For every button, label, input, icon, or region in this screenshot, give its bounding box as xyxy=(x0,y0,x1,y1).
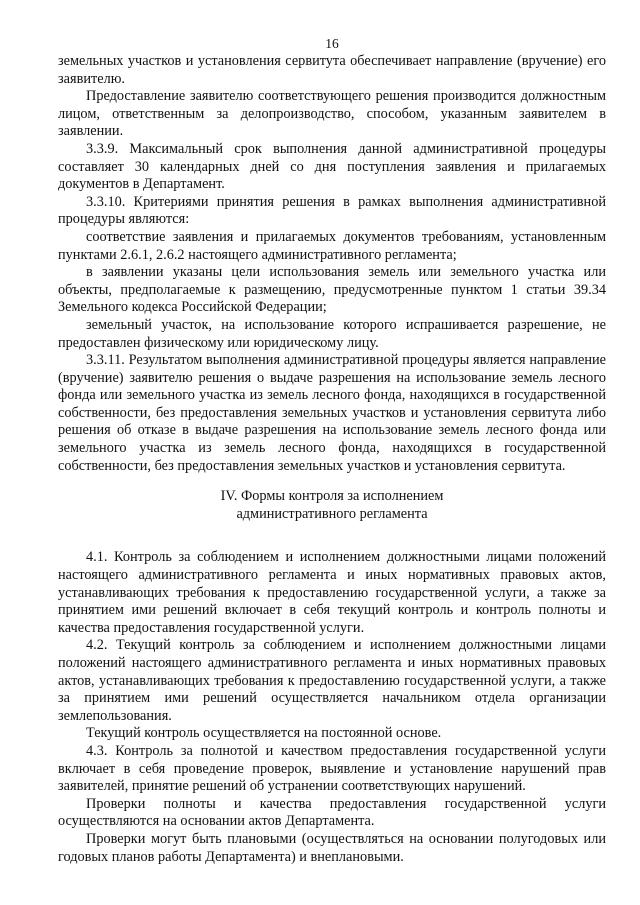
paragraph: Предоставление заявителю соответствующего решения производится должностным лицом, ответственным за делопроизводство, способом, указанным заявителем в заявлении. xyxy=(58,88,606,140)
section-heading-line: IV. Формы контроля за исполнением xyxy=(220,488,444,505)
section-heading-line: административного регламента xyxy=(236,505,428,522)
paragraph: Проверки могут быть плановыми (осуществляться на основании полугодовых или годовых планов работы Департамента) и внеплановыми. xyxy=(58,830,606,865)
paragraph: 4.3. Контроль за полнотой и качеством предоставления государственной услуги включает в себя проведение проверок, выявление и установление нарушений прав заявителей, принятие решений об устранении соответствующих нарушений. xyxy=(58,742,606,795)
text-block-before xyxy=(58,53,606,475)
text-block-after xyxy=(58,549,606,866)
document-page xyxy=(58,36,606,866)
paragraph: 3.3.10. Критериями принятия решения в рамках выполнения административной процедуры являются: xyxy=(58,193,606,228)
paragraph: Текущий контроль осуществляется на постоянной основе. xyxy=(86,725,442,742)
paragraph: 4.1. Контроль за соблюдением и исполнением должностными лицами положений настоящего административного регламента и иных нормативных правовых актов, устанавливающих требования к предоставлению государственной услуги, а также за принятием ими решений включает в себя текущий контроль и контроль полноты и качества предоставления государственной услуги. xyxy=(58,549,606,636)
section-heading xyxy=(58,488,606,523)
paragraph: земельный участок, на использование которого испрашивается разрешение, не предоставлен физическому или юридическому лицу. xyxy=(58,316,606,351)
paragraph: Проверки полноты и качества предоставления государственной услуги осуществляются на основании актов Департамента. xyxy=(58,795,606,830)
paragraph: 4.2. Текущий контроль за соблюдением и исполнением должностными лицами положений настоящего административного регламента и иных нормативных правовых актов, устанавливающих требования к предоставлению государственной услуги, а также за принятием ими решений осуществляется начальником отдела организации землепользования. xyxy=(58,637,606,724)
page-number: 16 xyxy=(325,36,339,51)
paragraph: 3.3.9. Максимальный срок выполнения данной административной процедуры составляет 30 календарных дней со дня поступления заявления и прилагаемых документов в Департамент. xyxy=(58,140,606,193)
paragraph: в заявлении указаны цели использования земель или земельного участка или объекты, предполагаемые к размещению, предусмотренные пунктом 1 статьи 39.34 Земельного кодекса Российской Федерации; xyxy=(58,264,606,316)
paragraph: земельных участков и установления сервитута обеспечивает направление (вручение) его заявителю. xyxy=(58,53,606,87)
paragraph: 3.3.11. Результатом выполнения административной процедуры является направление (вручение) заявителю решения о выдаче разрешения на использование земель лесного фонда или земельного участка из земель лесного фонда, находящихся в государственной собственности, без предоставления земельных участков и установления сервитута либо решения об отказе в выдаче разрешения на использование земель лесного фонда или земельного участка из земель лесного фонда, находящихся в государственной собственности, без предоставления земельных участков и установления сервитута. xyxy=(58,352,606,474)
paragraph: соответствие заявления и прилагаемых документов требованиям, установленным пунктами 2.6.1, 2.6.2 настоящего административного регламента; xyxy=(58,228,606,263)
